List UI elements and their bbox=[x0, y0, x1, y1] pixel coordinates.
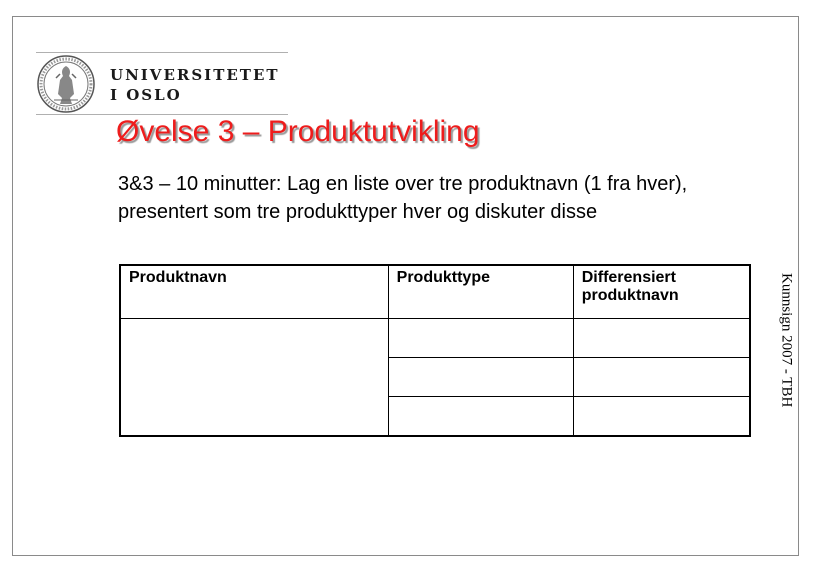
product-type-cell[interactable] bbox=[388, 358, 573, 397]
product-name-cell[interactable] bbox=[120, 319, 388, 437]
table-header-row bbox=[120, 265, 750, 319]
product-type-cell[interactable] bbox=[388, 397, 573, 437]
differentiated-name-cell[interactable] bbox=[573, 319, 750, 358]
header-produktnavn: Produktnavn bbox=[120, 265, 388, 319]
table-row bbox=[120, 319, 750, 358]
intro-text: 3&3 – 10 minutter: Lag en liste over tre produktnavn (1 fra hver), presentert som tre produkttyper hver og diskuter disse bbox=[118, 173, 688, 223]
product-table bbox=[119, 264, 751, 437]
differentiated-name-cell[interactable] bbox=[573, 358, 750, 397]
slide-title: Øvelse 3 – Produktutvikling bbox=[116, 115, 480, 148]
logo-top-rule bbox=[36, 52, 288, 53]
side-footer-text: Kunnsign 2007 - TBH bbox=[778, 272, 795, 408]
differentiated-name-cell[interactable] bbox=[573, 397, 750, 437]
product-type-cell[interactable] bbox=[388, 319, 573, 358]
header-differensiert-produktnavn: Differensiert produktnavn bbox=[573, 265, 750, 319]
university-seal-icon bbox=[36, 54, 96, 114]
header-produkttype: Produkttype bbox=[388, 265, 573, 319]
logo-university-text: UNIVERSITETET bbox=[110, 66, 280, 84]
side-footer-label bbox=[776, 260, 796, 420]
logo-oslo-text: I OSLO bbox=[110, 86, 182, 104]
